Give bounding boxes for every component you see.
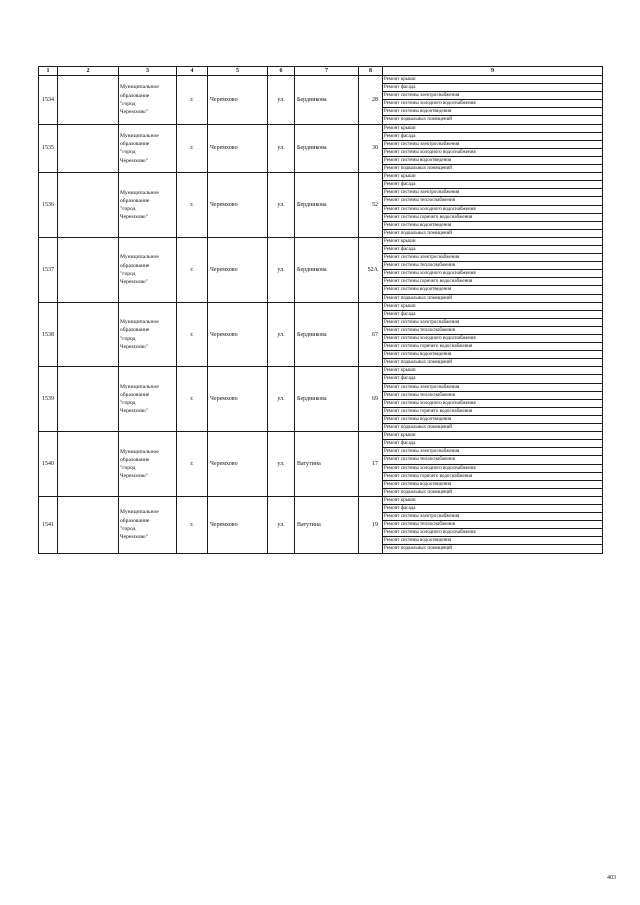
municipality-cell <box>119 173 177 238</box>
house-number-cell: 67 <box>359 302 383 367</box>
repair-work-cell: Ремонт системы теплоснабжения <box>383 197 603 205</box>
repair-work-cell: Ремонт системы электроснабжения <box>383 254 603 262</box>
column-header-9: 9 <box>383 67 603 76</box>
repair-work-cell: Ремонт системы водоотведения <box>383 221 603 229</box>
table-row <box>39 173 603 181</box>
street-type-cell: ул. <box>268 496 295 553</box>
repair-work-cell: Ремонт системы водоотведения <box>383 156 603 164</box>
repair-work-cell: Ремонт подвальных помещений <box>383 229 603 237</box>
entry-number-cell: 1535 <box>39 124 58 173</box>
repair-work-cell: Ремонт системы холодного водоснабжения <box>383 399 603 407</box>
municipality-cell <box>119 237 177 302</box>
street-cell: Ватутина <box>295 496 359 553</box>
city-cell: Черемхово <box>208 496 268 553</box>
blank-column-cell <box>58 302 119 367</box>
repair-work-cell: Ремонт системы горячего водоснабжения <box>383 343 603 351</box>
street-type-cell: ул. <box>268 367 295 432</box>
repair-work-cell: Ремонт подвальных помещений <box>383 116 603 124</box>
municipality-line: Черемхово" <box>120 157 149 164</box>
column-number-header-row <box>39 67 603 76</box>
house-number-cell: 28 <box>359 76 383 125</box>
table-row <box>39 302 603 310</box>
table-body <box>39 67 603 554</box>
repair-work-cell: Ремонт системы электроснабжения <box>383 189 603 197</box>
repair-work-cell: Ремонт крыши <box>383 237 603 245</box>
entry-number-cell: 1540 <box>39 432 58 497</box>
settlement-type-cell: г. <box>177 367 208 432</box>
municipality-line: образование <box>120 92 150 99</box>
street-type-cell: ул. <box>268 124 295 173</box>
repair-work-cell: Ремонт крыши <box>383 124 603 132</box>
street-type-cell: ул. <box>268 302 295 367</box>
repair-work-cell: Ремонт системы электроснабжения <box>383 92 603 100</box>
house-number-cell: 52 <box>359 173 383 238</box>
table-row <box>39 76 603 84</box>
repair-work-cell: Ремонт системы теплоснабжения <box>383 521 603 529</box>
house-number-cell: 19 <box>359 496 383 553</box>
municipality-line: образование <box>120 141 150 148</box>
repair-work-cell: Ремонт подвальных помещений <box>383 545 603 553</box>
municipality-line: Черемхово" <box>120 108 149 115</box>
street-cell: Ватутина <box>295 432 359 497</box>
repair-work-cell: Ремонт системы горячего водоснабжения <box>383 407 603 415</box>
column-header-2: 2 <box>58 67 119 76</box>
street-type-cell: ул. <box>268 432 295 497</box>
municipality-line: "город <box>120 525 136 532</box>
settlement-type-cell: г. <box>177 496 208 553</box>
entry-number-cell: 1536 <box>39 173 58 238</box>
municipality-line: "город <box>120 465 136 471</box>
street-cell: Бердникова <box>295 367 359 432</box>
municipality-line: "город <box>120 400 136 407</box>
repair-work-cell: Ремонт системы теплоснабжения <box>383 391 603 399</box>
street-cell: Бердникова <box>295 173 359 238</box>
municipality-line: Муниципальное <box>120 254 159 261</box>
repair-work-cell: Ремонт подвальных помещений <box>383 424 603 432</box>
blank-column-cell <box>58 367 119 432</box>
street-cell: Бердникова <box>295 124 359 173</box>
settlement-type-cell: г. <box>177 237 208 302</box>
municipality-line: "город <box>120 206 136 212</box>
municipality-line: образование <box>120 197 150 204</box>
repair-work-cell: Ремонт фасада <box>383 440 603 448</box>
settlement-type-cell: г. <box>177 173 208 238</box>
city-cell: Черемхово <box>208 124 268 173</box>
blank-column-cell <box>58 173 119 238</box>
column-header-1: 1 <box>39 67 58 76</box>
repair-work-cell: Ремонт системы электроснабжения <box>383 140 603 148</box>
repair-work-cell: Ремонт системы холодного водоснабжения <box>383 464 603 472</box>
table-row <box>39 367 603 375</box>
entry-number-cell: 1534 <box>39 76 58 125</box>
house-number-cell: 52А <box>359 237 383 302</box>
repair-work-cell: Ремонт фасада <box>383 181 603 189</box>
municipality-cell <box>119 302 177 367</box>
repair-work-cell: Ремонт системы холодного водоснабжения <box>383 100 603 108</box>
municipality-line: образование <box>120 327 150 334</box>
repair-work-cell: Ремонт фасада <box>383 504 603 512</box>
city-cell: Черемхово <box>208 237 268 302</box>
house-number-cell: 17 <box>359 432 383 497</box>
repair-register-table <box>38 66 603 554</box>
municipality-line: образование <box>120 517 150 524</box>
repair-work-cell: Ремонт крыши <box>383 432 603 440</box>
municipality-line: Муниципальное <box>120 319 159 326</box>
repair-work-cell: Ремонт системы холодного водоснабжения <box>383 529 603 537</box>
blank-column-cell <box>58 496 119 553</box>
street-type-cell: ул. <box>268 173 295 238</box>
municipality-cell <box>119 432 177 497</box>
table-row <box>39 496 603 504</box>
settlement-type-cell: г. <box>177 302 208 367</box>
municipality-line: Черемхово" <box>120 343 149 350</box>
municipality-line: Муниципальное <box>120 189 159 196</box>
repair-work-cell: Ремонт фасада <box>383 132 603 140</box>
settlement-type-cell: г. <box>177 76 208 125</box>
repair-work-cell: Ремонт крыши <box>383 367 603 375</box>
repair-work-cell: Ремонт фасада <box>383 245 603 253</box>
municipality-line: Черемхово" <box>120 214 149 221</box>
repair-work-cell: Ремонт системы горячего водоснабжения <box>383 472 603 480</box>
repair-work-cell: Ремонт системы электроснабжения <box>383 383 603 391</box>
blank-column-cell <box>58 432 119 497</box>
column-header-8: 8 <box>359 67 383 76</box>
municipality-line: Черемхово" <box>120 473 149 480</box>
repair-work-cell: Ремонт системы водоотведения <box>383 537 603 545</box>
column-header-6: 6 <box>268 67 295 76</box>
entry-number-cell: 1541 <box>39 496 58 553</box>
column-header-5: 5 <box>208 67 268 76</box>
street-type-cell: ул. <box>268 237 295 302</box>
repair-work-cell: Ремонт системы теплоснабжения <box>383 456 603 464</box>
repair-work-cell: Ремонт системы холодного водоснабжения <box>383 205 603 213</box>
column-header-7: 7 <box>295 67 359 76</box>
municipality-line: Муниципальное <box>120 509 159 516</box>
municipality-line: "город <box>120 335 136 342</box>
municipality-line: Муниципальное <box>120 84 159 91</box>
municipality-line: образование <box>120 262 150 269</box>
repair-work-cell: Ремонт системы горячего водоснабжения <box>383 213 603 221</box>
municipality-line: Муниципальное <box>120 132 159 139</box>
municipality-line: Черемхово" <box>120 278 149 285</box>
street-cell: Бердникова <box>295 237 359 302</box>
repair-work-cell: Ремонт системы электроснабжения <box>383 318 603 326</box>
table-row <box>39 237 603 245</box>
city-cell: Черемхово <box>208 367 268 432</box>
repair-work-cell: Ремонт крыши <box>383 496 603 504</box>
repair-work-cell: Ремонт подвальных помещений <box>383 488 603 496</box>
settlement-type-cell: г. <box>177 432 208 497</box>
repair-work-cell: Ремонт системы водоотведения <box>383 415 603 423</box>
city-cell: Черемхово <box>208 76 268 125</box>
repair-work-cell: Ремонт системы теплоснабжения <box>383 262 603 270</box>
table-row <box>39 124 603 132</box>
repair-register-sheet <box>38 66 602 554</box>
repair-work-cell: Ремонт фасада <box>383 84 603 92</box>
city-cell: Черемхово <box>208 302 268 367</box>
repair-work-cell: Ремонт системы электроснабжения <box>383 448 603 456</box>
house-number-cell: 30 <box>359 124 383 173</box>
street-cell: Бердникова <box>295 302 359 367</box>
blank-column-cell <box>58 76 119 125</box>
street-type-cell: ул. <box>268 76 295 125</box>
municipality-line: "город <box>120 270 136 277</box>
repair-work-cell: Ремонт крыши <box>383 302 603 310</box>
repair-work-cell: Ремонт системы водоотведения <box>383 108 603 116</box>
municipality-line: Муниципальное <box>120 383 159 390</box>
city-cell: Черемхово <box>208 173 268 238</box>
blank-column-cell <box>58 124 119 173</box>
table-row <box>39 432 603 440</box>
municipality-line: Черемхово" <box>120 533 149 540</box>
repair-work-cell: Ремонт фасада <box>383 375 603 383</box>
entry-number-cell: 1538 <box>39 302 58 367</box>
house-number-cell: 69 <box>359 367 383 432</box>
municipality-cell <box>119 124 177 173</box>
blank-column-cell <box>58 237 119 302</box>
repair-work-cell: Ремонт системы холодного водоснабжения <box>383 335 603 343</box>
municipality-line: "город <box>120 149 136 156</box>
repair-work-cell: Ремонт крыши <box>383 173 603 181</box>
repair-work-cell: Ремонт подвальных помещений <box>383 359 603 367</box>
repair-work-cell: Ремонт системы водоотведения <box>383 286 603 294</box>
municipality-cell <box>119 367 177 432</box>
city-cell: Черемхово <box>208 432 268 497</box>
municipality-cell <box>119 76 177 125</box>
settlement-type-cell: г. <box>177 124 208 173</box>
repair-work-cell: Ремонт подвальных помещений <box>383 294 603 302</box>
repair-work-cell: Ремонт крыши <box>383 76 603 84</box>
municipality-line: Черемхово" <box>120 408 149 415</box>
column-header-4: 4 <box>177 67 208 76</box>
column-header-3: 3 <box>119 67 177 76</box>
repair-work-cell: Ремонт системы теплоснабжения <box>383 326 603 334</box>
municipality-line: образование <box>120 392 150 399</box>
repair-work-cell: Ремонт системы горячего водоснабжения <box>383 278 603 286</box>
municipality-cell <box>119 496 177 553</box>
repair-work-cell: Ремонт системы холодного водоснабжения <box>383 270 603 278</box>
entry-number-cell: 1537 <box>39 237 58 302</box>
repair-work-cell: Ремонт системы электроснабжения <box>383 513 603 521</box>
municipality-line: Муниципальное <box>120 448 159 455</box>
municipality-line: "город <box>120 100 136 107</box>
repair-work-cell: Ремонт системы холодного водоснабжения <box>383 148 603 156</box>
street-cell: Бердникова <box>295 76 359 125</box>
repair-work-cell: Ремонт системы водоотведения <box>383 480 603 488</box>
repair-work-cell: Ремонт фасада <box>383 310 603 318</box>
repair-work-cell: Ремонт системы водоотведения <box>383 351 603 359</box>
entry-number-cell: 1539 <box>39 367 58 432</box>
page-number: 403 <box>607 875 616 881</box>
municipality-line: образование <box>120 456 150 463</box>
repair-work-cell: Ремонт подвальных помещений <box>383 165 603 173</box>
